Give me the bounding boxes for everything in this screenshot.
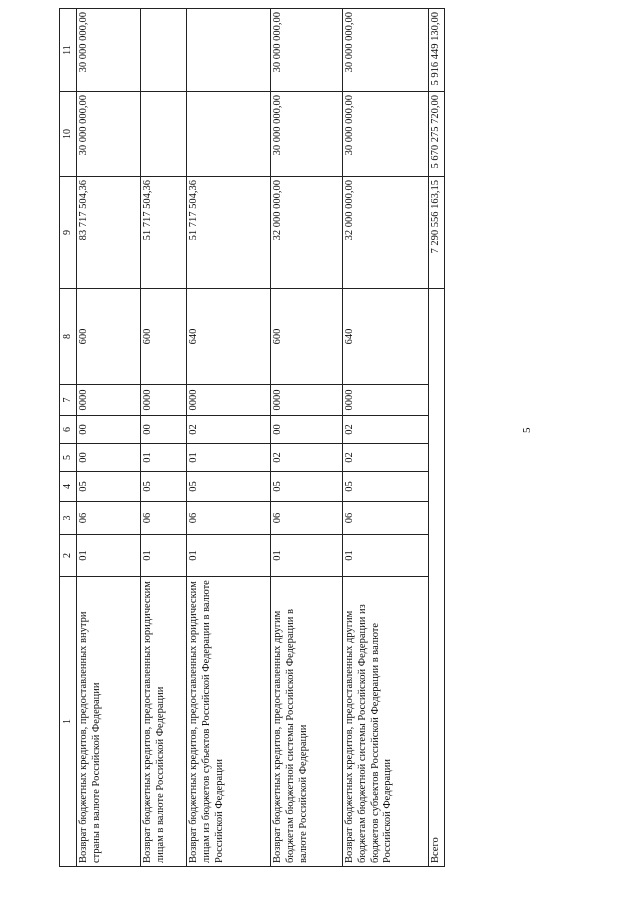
code-cell: 01 [187, 444, 271, 472]
rotated-table-container [59, 9, 442, 867]
code-cell: 05 [343, 472, 429, 502]
amount-cell [187, 92, 271, 177]
amount-cell: 51 717 504,36 [187, 177, 271, 289]
total-row [429, 9, 445, 867]
code-cell: 01 [141, 535, 187, 577]
budget-table [59, 8, 445, 867]
code-cell: 01 [187, 535, 271, 577]
code-cell: 06 [141, 502, 187, 535]
header-cell: 10 [60, 92, 77, 177]
amount-cell [187, 9, 271, 92]
page-number: 5 [521, 427, 533, 433]
row-name: Возврат бюджетных кредитов, предоставленных другим бюджетам бюджетной системы Российской Федерации в валюте Российской Федерации [271, 577, 343, 867]
header-cell: 8 [60, 289, 77, 385]
code-cell: 0000 [343, 385, 429, 416]
table-row [343, 9, 429, 867]
table-row [271, 9, 343, 867]
row-name: Возврат бюджетных кредитов, предоставленных внутри страны в валюте Российской Федерации [77, 577, 141, 867]
header-cell: 6 [60, 416, 77, 444]
amount-cell: 51 717 504,36 [141, 177, 187, 289]
code-cell: 0000 [141, 385, 187, 416]
code-cell: 02 [187, 416, 271, 444]
code-cell: 640 [187, 289, 271, 385]
total-amount: 5 670 275 720,00 [429, 92, 445, 177]
code-cell: 00 [77, 416, 141, 444]
code-cell: 01 [77, 535, 141, 577]
code-cell: 02 [343, 444, 429, 472]
amount-cell: 30 000 000,00 [77, 9, 141, 92]
total-amount: 5 916 449 130,00 [429, 9, 445, 92]
amount-cell: 32 000 000,00 [343, 177, 429, 289]
header-cell: 11 [60, 9, 77, 92]
amount-cell: 32 000 000,00 [271, 177, 343, 289]
code-cell: 600 [77, 289, 141, 385]
table-row [141, 9, 187, 867]
amount-cell: 83 717 504,36 [77, 177, 141, 289]
table-row [187, 9, 271, 867]
amount-cell [141, 9, 187, 92]
header-cell: 3 [60, 502, 77, 535]
header-cell: 1 [60, 577, 77, 867]
code-cell: 06 [77, 502, 141, 535]
header-cell: 5 [60, 444, 77, 472]
row-name: Возврат бюджетных кредитов, предоставленных юридическим лицам в валюте Российской Федерации [141, 577, 187, 867]
table-row [77, 9, 141, 867]
code-cell: 05 [141, 472, 187, 502]
amount-cell: 30 000 000,00 [343, 9, 429, 92]
code-cell: 05 [271, 472, 343, 502]
code-cell: 06 [187, 502, 271, 535]
total-amount: 7 290 556 163,15 [429, 177, 445, 289]
code-cell: 02 [343, 416, 429, 444]
code-cell: 00 [271, 416, 343, 444]
code-cell: 06 [271, 502, 343, 535]
header-cell: 7 [60, 385, 77, 416]
amount-cell: 30 000 000,00 [271, 9, 343, 92]
header-cell: 4 [60, 472, 77, 502]
amount-cell: 30 000 000,00 [343, 92, 429, 177]
row-name: Возврат бюджетных кредитов, предоставленных другим бюджетам бюджетной системы Российской Федерации из бюджетов субъектов Российской Федерации в валюте Российской Федерации [343, 577, 429, 867]
code-cell: 01 [343, 535, 429, 577]
code-cell: 05 [187, 472, 271, 502]
amount-cell [141, 92, 187, 177]
code-cell: 06 [343, 502, 429, 535]
header-cell: 2 [60, 535, 77, 577]
total-label: Всего [429, 289, 445, 867]
code-cell: 05 [77, 472, 141, 502]
code-cell: 00 [141, 416, 187, 444]
code-cell: 600 [141, 289, 187, 385]
code-cell: 00 [77, 444, 141, 472]
code-cell: 0000 [77, 385, 141, 416]
code-cell: 01 [141, 444, 187, 472]
code-cell: 0000 [187, 385, 271, 416]
code-cell: 01 [271, 535, 343, 577]
code-cell: 640 [343, 289, 429, 385]
header-cell: 9 [60, 177, 77, 289]
amount-cell: 30 000 000,00 [77, 92, 141, 177]
amount-cell: 30 000 000,00 [271, 92, 343, 177]
code-cell: 600 [271, 289, 343, 385]
row-name: Возврат бюджетных кредитов, предоставленных юридическим лицам из бюджетов субъектов Российской Федерации в валюте Российской Федерации [187, 577, 271, 867]
code-cell: 02 [271, 444, 343, 472]
code-cell: 0000 [271, 385, 343, 416]
header-row [60, 9, 77, 867]
